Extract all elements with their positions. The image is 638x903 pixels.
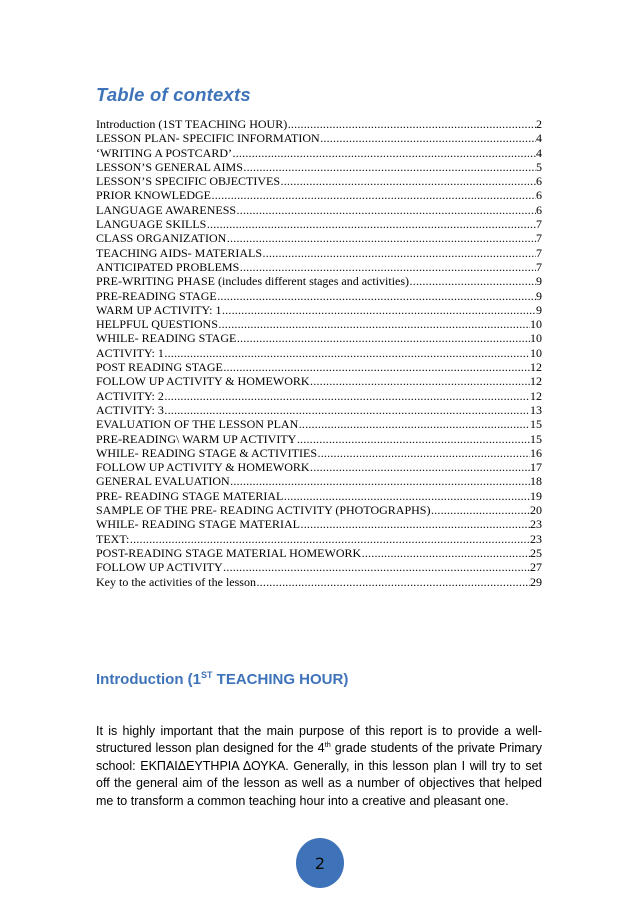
toc-dot-leader [310, 460, 529, 474]
toc-entry-page: 5 [536, 159, 542, 174]
toc-dot-leader [217, 289, 535, 303]
toc-entry[interactable] [96, 203, 542, 217]
toc-entry-page: 15 [530, 431, 542, 446]
toc-dot-leader [207, 217, 536, 231]
toc-dot-leader [223, 560, 529, 574]
toc-entry[interactable] [96, 303, 542, 317]
toc-dot-leader [256, 575, 529, 589]
toc-entry[interactable] [96, 188, 542, 202]
toc-dot-leader [299, 417, 530, 431]
toc-dot-leader [362, 546, 530, 560]
toc-entry[interactable] [96, 117, 542, 131]
toc-entry-title: PRE-READING\ WARM UP ACTIVITY [96, 431, 297, 446]
toc-entry-title: Introduction (1ST TEACHING HOUR) [96, 117, 288, 131]
toc-entry[interactable] [96, 217, 542, 231]
toc-dot-leader [218, 317, 529, 331]
toc-entry-title: ACTIVITY: 2 [96, 388, 164, 403]
toc-entry[interactable] [96, 374, 542, 388]
toc-entry-page: 9 [536, 274, 542, 289]
toc-entry[interactable] [96, 432, 542, 446]
toc-entry-title: PRE-READING STAGE [96, 288, 217, 303]
toc-entry-page: 27 [530, 560, 542, 575]
toc-entry-title: LANGUAGE AWARENESS [96, 202, 237, 217]
toc-entry-page: 6 [536, 188, 542, 203]
toc-dot-leader [301, 517, 530, 531]
toc-entry-title: GENERAL EVALUATION [96, 474, 230, 489]
introduction-heading-superscript: ST [201, 670, 213, 680]
introduction-paragraph-part2: grade students of the private Primary school: ΕΚΠΑΙΔΕΥΤΗΡΙΑ ΔΟΥΚΑ. Generally, in this lesson plan I will try to set off the general aim of the lesson as well as a number of objectives that helped me to transform a common teaching hour into a creative and pleasant one. [96, 741, 543, 808]
toc-dot-leader [284, 489, 530, 503]
toc-entry-title: TEACHING AIDS- MATERIALS [96, 245, 262, 260]
toc-dot-leader [320, 131, 535, 145]
toc-entry-page: 7 [536, 231, 542, 246]
toc-entry-title: SAMPLE OF THE PRE- READING ACTIVITY (PHOTOGRAPHS) [96, 503, 431, 518]
introduction-paragraph-superscript: th [324, 740, 331, 750]
toc-entry-page: 9 [536, 302, 542, 317]
toc-dot-leader [263, 246, 536, 260]
toc-entry-page: 7 [536, 259, 542, 274]
toc-entry[interactable] [96, 174, 542, 188]
toc-entry-page: 6 [536, 174, 542, 189]
toc-dot-leader [223, 360, 529, 374]
toc-entry-title: POST-READING STAGE MATERIAL HOMEWORK [96, 545, 362, 560]
toc-dot-leader [230, 474, 529, 488]
toc-entry-page: 16 [530, 445, 542, 460]
toc-entry[interactable] [96, 403, 542, 417]
introduction-heading [96, 671, 348, 688]
toc-entry-title: LESSON’S GENERAL AIMS [96, 159, 243, 174]
toc-dot-leader [318, 446, 530, 460]
toc-entry-title: CLASS ORGANIZATION [96, 231, 227, 246]
toc-entry-page: 7 [536, 217, 542, 232]
toc-entry-title: TEXT: [96, 531, 130, 546]
toc-dot-leader [281, 174, 536, 188]
toc-dot-leader [222, 303, 536, 317]
toc-entry[interactable] [96, 575, 542, 589]
toc-dot-leader [240, 260, 536, 274]
toc-entry-title: WHILE- READING STAGE MATERIAL [96, 517, 301, 532]
toc-entry-title: WHILE- READING STAGE [96, 331, 237, 346]
toc-entry-title: FOLLOW UP ACTIVITY & HOMEWORK [96, 374, 310, 389]
toc-entry-title: FOLLOW UP ACTIVITY & HOMEWORK [96, 460, 310, 475]
toc-entry-title: LESSON’S SPECIFIC OBJECTIVES [96, 174, 281, 189]
toc-entry[interactable] [96, 289, 542, 303]
toc-entry[interactable] [96, 532, 542, 546]
toc-entry-page: 13 [530, 402, 542, 417]
toc-entry-title: POST READING STAGE [96, 360, 223, 375]
toc-entry-title: HELPFUL QUESTIONS [96, 317, 218, 332]
introduction-heading-text-rest: TEACHING HOUR) [212, 671, 349, 688]
toc-entry-title: EVALUATION OF THE LESSON PLAN [96, 417, 299, 432]
toc-entry[interactable] [96, 160, 542, 174]
introduction-paragraph [96, 723, 542, 810]
toc-entry-page: 17 [530, 460, 542, 475]
toc-entry-page: 12 [530, 374, 542, 389]
toc-dot-leader [164, 389, 529, 403]
toc-entry[interactable] [96, 417, 542, 431]
toc-entry-title: ANTICIPATED PROBLEMS [96, 259, 240, 274]
toc-entry[interactable] [96, 346, 542, 360]
toc-entry-title: FOLLOW UP ACTIVITY [96, 560, 223, 575]
toc-dot-leader [410, 274, 536, 288]
toc-entry-page: 4 [536, 145, 542, 160]
toc-entry[interactable] [96, 517, 542, 531]
toc-dot-leader [297, 432, 530, 446]
toc-entry-title: Key to the activities of the lesson [96, 574, 256, 589]
toc-entry[interactable] [96, 446, 542, 460]
toc-entry[interactable] [96, 560, 542, 574]
toc-heading: Table of contexts [96, 84, 251, 105]
toc-entry[interactable] [96, 489, 542, 503]
toc-entry-title: WHILE- READING STAGE & ACTIVITIES [96, 445, 318, 460]
toc-dot-leader [431, 503, 530, 517]
toc-entry-page: 23 [530, 531, 542, 546]
toc-dot-leader [237, 331, 530, 345]
toc-dot-leader [310, 374, 529, 388]
toc-dot-leader [237, 203, 536, 217]
toc-entry[interactable] [96, 474, 542, 488]
toc-entry[interactable] [96, 331, 542, 345]
toc-entry-page: 12 [530, 360, 542, 375]
toc-entry-page: 10 [530, 345, 542, 360]
toc-dot-leader [288, 117, 536, 131]
toc-dot-leader [243, 160, 535, 174]
toc-entry[interactable] [96, 460, 542, 474]
table-of-contents [96, 117, 542, 589]
toc-entry-page: 2 [536, 117, 542, 131]
toc-entry-title: PRIOR KNOWLEDGE [96, 188, 211, 203]
toc-entry[interactable] [96, 503, 542, 517]
toc-entry-page: 7 [536, 245, 542, 260]
toc-entry-page: 23 [530, 517, 542, 532]
toc-entry-page: 19 [530, 488, 542, 503]
toc-entry-title: PRE- READING STAGE MATERIAL [96, 488, 284, 503]
toc-entry-title: ACTIVITY: 1 [96, 345, 164, 360]
toc-entry[interactable] [96, 246, 542, 260]
toc-entry-page: 18 [530, 474, 542, 489]
page-number: 2 [314, 853, 326, 873]
toc-entry-page: 20 [530, 503, 542, 518]
toc-entry-title: WARM UP ACTIVITY: 1 [96, 302, 222, 317]
toc-entry-page: 10 [530, 317, 542, 332]
toc-entry-page: 6 [536, 202, 542, 217]
toc-dot-leader [227, 231, 536, 245]
toc-entry[interactable] [96, 231, 542, 245]
introduction-heading-text: Introduction (1 [96, 671, 201, 688]
toc-entry-page: 10 [530, 331, 542, 346]
toc-entry[interactable] [96, 389, 542, 403]
toc-entry[interactable] [96, 360, 542, 374]
toc-entry-page: 29 [530, 574, 542, 589]
introduction-paragraph-part1: It is highly important that the main purpose of this report is to provide a well-structured lesson plan designed for the 4 [96, 724, 542, 756]
toc-entry-page: 9 [536, 288, 542, 303]
toc-dot-leader [130, 532, 530, 546]
toc-entry-title: ‘WRITING A POSTCARD’ [96, 145, 233, 160]
toc-entry[interactable] [96, 546, 542, 560]
toc-entry[interactable] [96, 260, 542, 274]
toc-entry[interactable] [96, 131, 542, 145]
toc-entry-title: LESSON PLAN- SPECIFIC INFORMATION [96, 131, 320, 146]
toc-entry-title: PRE-WRITING PHASE (includes different stages and activities) [96, 274, 410, 289]
page-number-badge [296, 838, 344, 888]
toc-dot-leader [164, 403, 529, 417]
toc-entry-page: 4 [536, 131, 542, 146]
toc-entry[interactable] [96, 317, 542, 331]
toc-entry-page: 15 [530, 417, 542, 432]
toc-entry-page: 25 [530, 545, 542, 560]
toc-dot-leader [164, 346, 529, 360]
toc-dot-leader [233, 146, 536, 160]
toc-entry[interactable] [96, 274, 542, 288]
toc-dot-leader [212, 188, 536, 202]
toc-entry-title: ACTIVITY: 3 [96, 402, 164, 417]
toc-entry-page: 12 [530, 388, 542, 403]
toc-entry[interactable] [96, 146, 542, 160]
toc-entry-title: LANGUAGE SKILLS [96, 217, 207, 232]
